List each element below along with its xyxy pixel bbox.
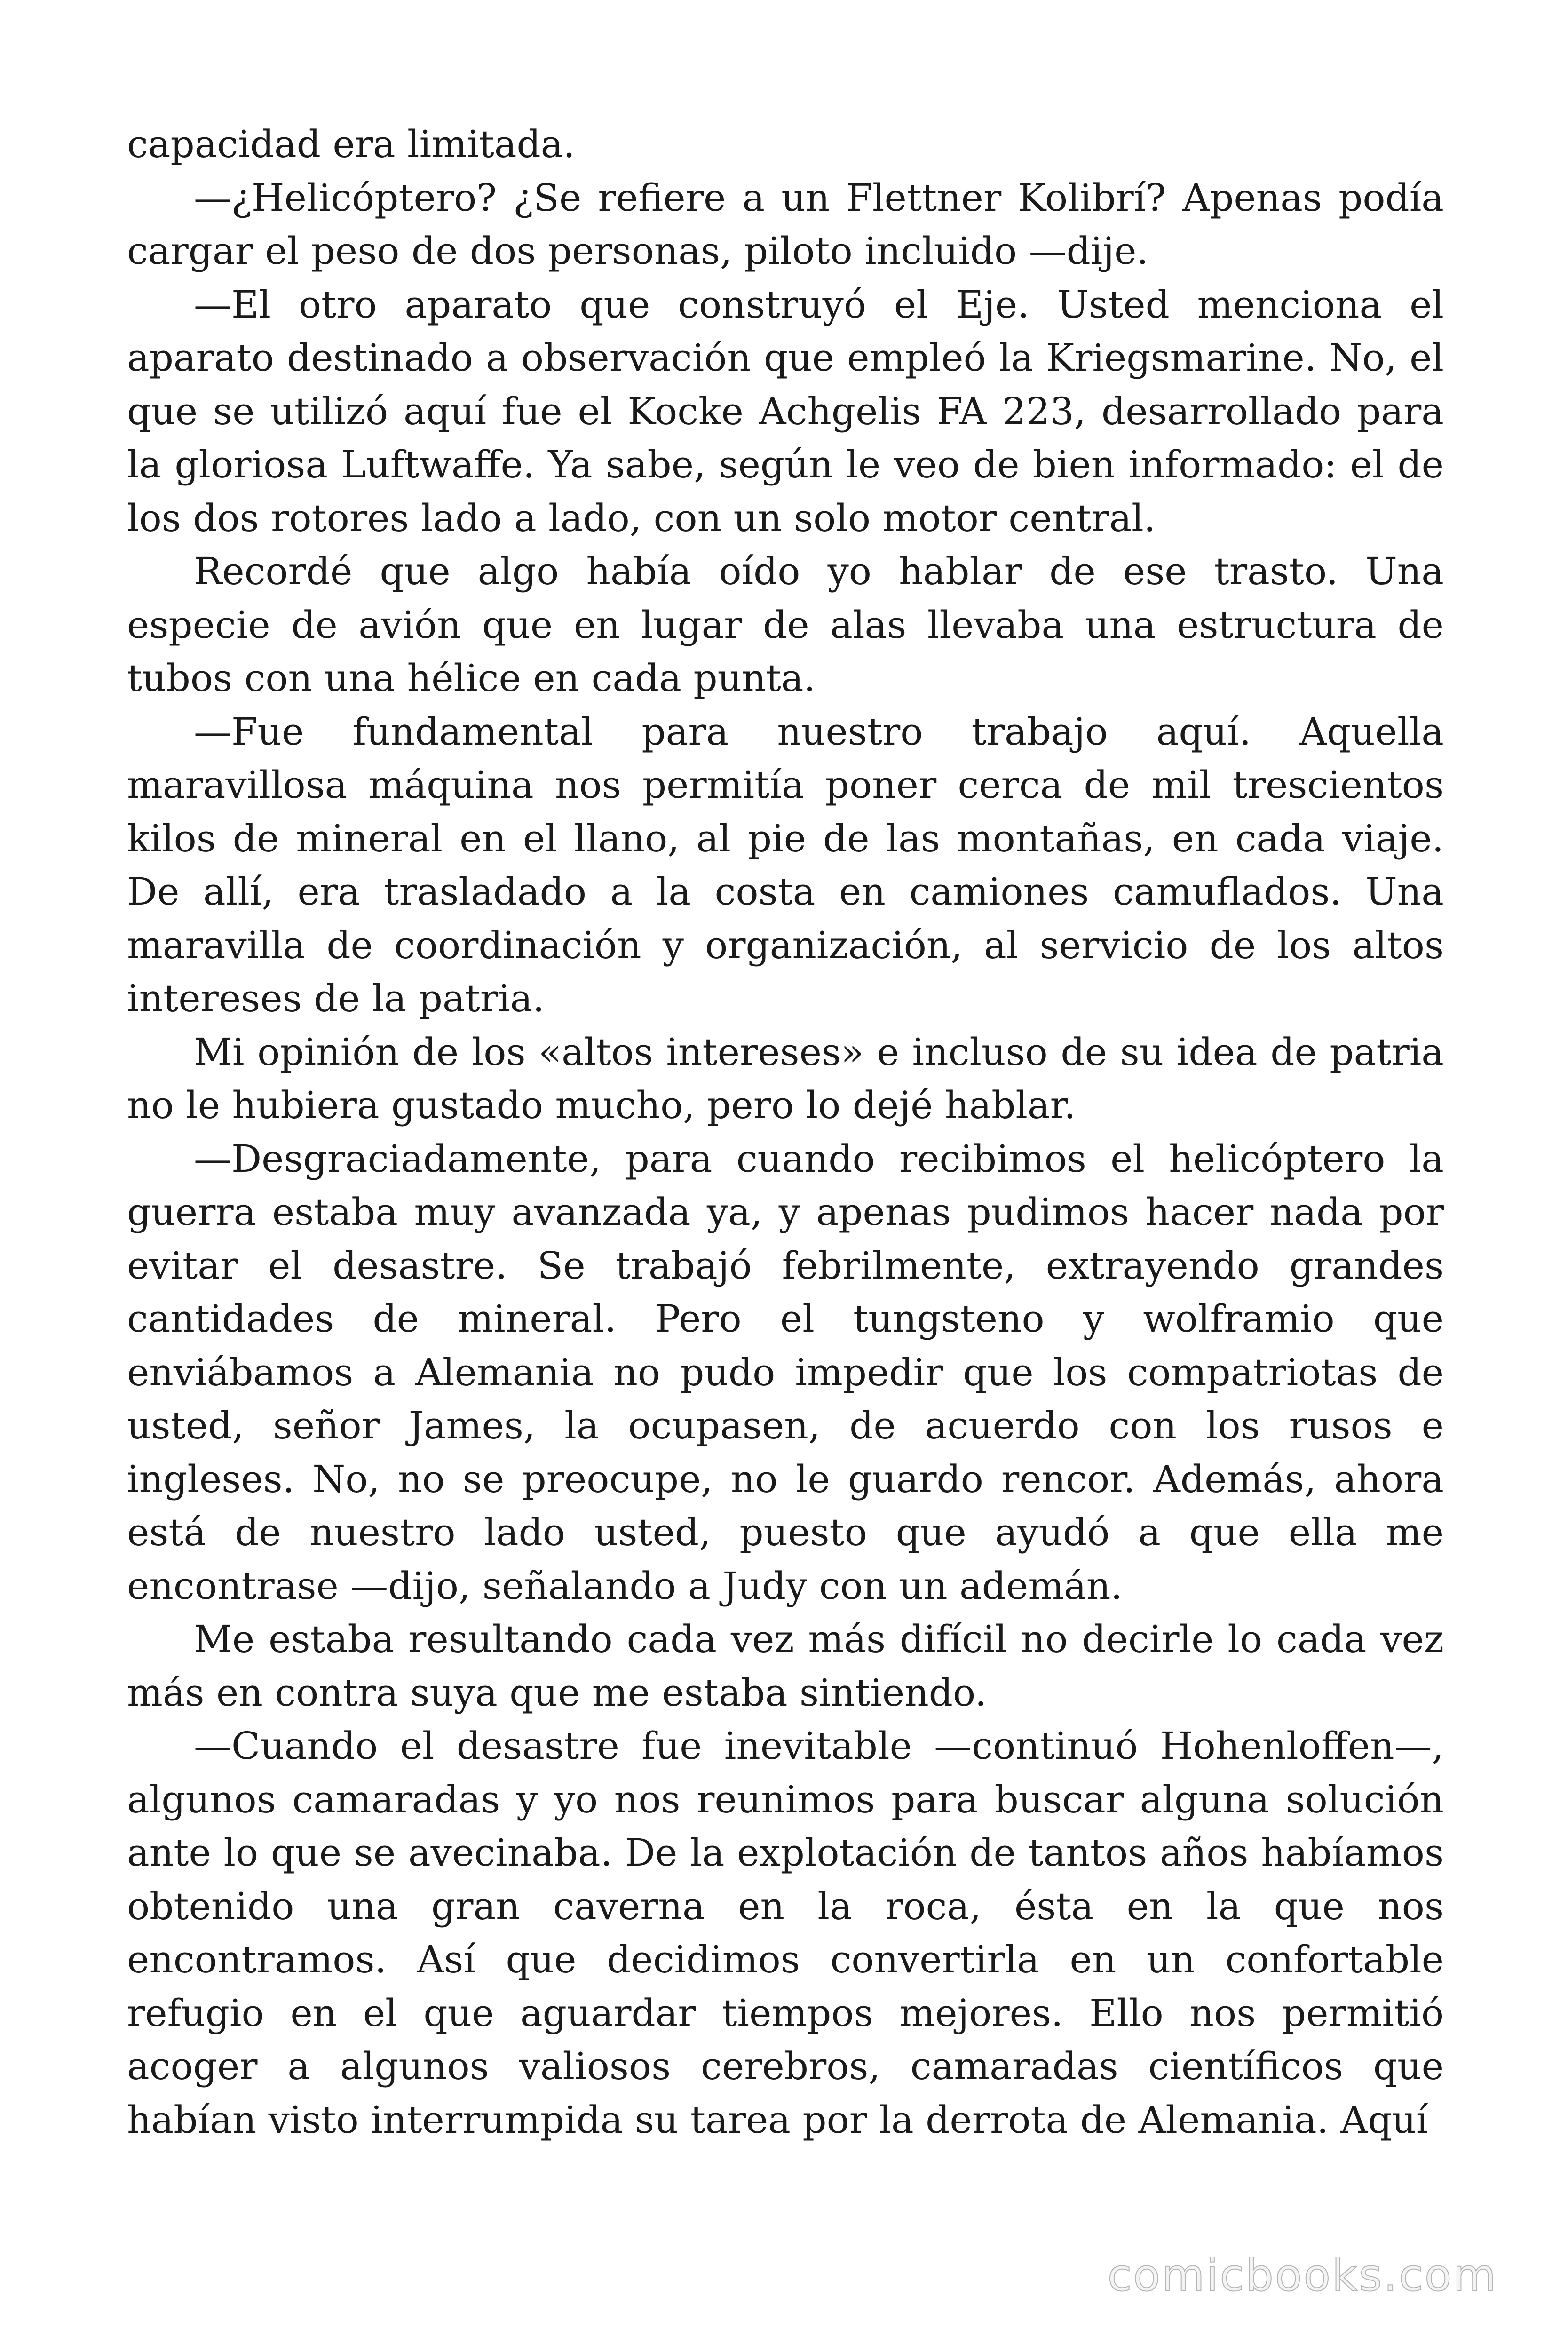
paragraph-6: Mi opinión de los «altos intereses» e incluso de su idea de patria no le hubiera gustado mucho, pero lo dejé hablar. — [127, 1030, 1444, 1127]
paragraph-2: —¿Helicóptero? ¿Se refiere a un Flettner Kolibrí? Apenas podía cargar el peso de dos personas, piloto incluido —dije. — [127, 175, 1444, 273]
paragraph-1: capacidad era limitada. — [127, 122, 575, 166]
watermark: comicbooks.com — [1107, 2250, 1497, 2301]
paragraph-5: —Fue fundamental para nuestro trabajo aquí. Aquella maravillosa máquina nos permitía poner cerca de mil trescientos kilos de mineral en el llano, al pie de las montañas, en cada viaje. De allí, era trasladado a la costa en camiones camuflados. Una maravilla de coordinación y organización, al servicio de los altos intereses de la patria. — [127, 709, 1444, 1020]
page-text — [127, 118, 1444, 2146]
paragraph-4: Recordé que algo había oído yo hablar de ese trasto. Una especie de avión que en lugar de alas llevaba una estructura de tubos con una hélice en cada punta. — [127, 549, 1444, 700]
paragraph-7: —Desgraciadamente, para cuando recibimos el helicóptero la guerra estaba muy avanzada ya, y apenas pudimos hacer nada por evitar el desastre. Se trabajó febrilmente, extrayendo grandes cantidades de mineral. Pero el tungsteno y wolframio que enviábamos a Alemania no pudo impedir que los compatriotas de usted, señor James, la ocupasen, de acuerdo con los rusos e ingleses. No, no se preocupe, no le guardo rencor. Además, ahora está de nuestro lado usted, puesto que ayudó a que ella me encontrase —dijo, señalando a Judy con un ademán. — [127, 1136, 1444, 1608]
paragraph-8: Me estaba resultando cada vez más difícil no decirle lo cada vez más en contra suya que me estaba sintiendo. — [127, 1617, 1444, 1715]
paragraph-3: —El otro aparato que construyó el Eje. Usted menciona el aparato destinado a observación que empleó la Kriegsmarine. No, el que se utilizó aquí fue el Kocke Achgelis FA 223, desarrollado para la gloriosa Luftwaffe. Ya sabe, según le veo de bien informado: el de los dos rotores lado a lado, con un solo motor central. — [127, 282, 1444, 540]
paragraph-9: —Cuando el desastre fue inevitable —continuó Hohenloffen—, algunos camaradas y yo nos reunimos para buscar alguna solución ante lo que se avecinaba. De la explotación de tantos años habíamos obtenido una gran caverna en la roca, ésta en la que nos encontramos. Así que decidimos convertirla en un confortable refugio en el que aguardar tiempos mejores. Ello nos permitió acoger a algunos valiosos cerebros, camaradas científicos que habían visto interrumpida su tarea por la derrota de Alemania. Aquí — [127, 1724, 1444, 2142]
